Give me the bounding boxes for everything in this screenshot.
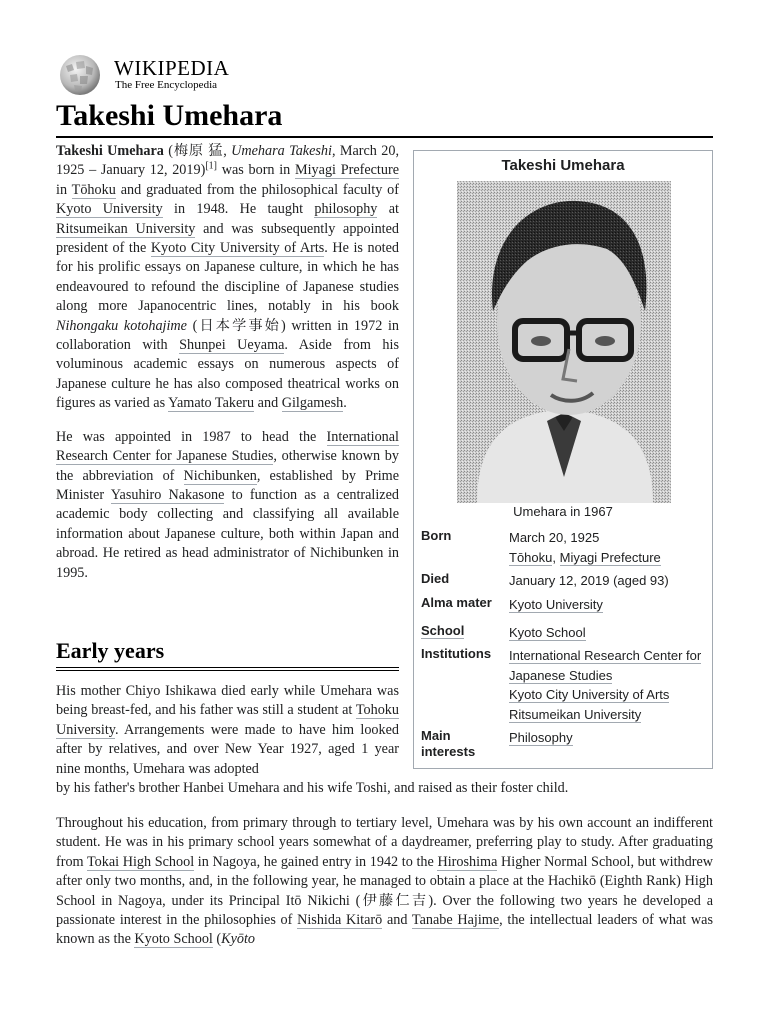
link-kyoto-school-infobox[interactable]: Kyoto School	[509, 625, 586, 640]
section-divider	[56, 667, 399, 671]
italic-term: Kyōto	[221, 931, 256, 948]
text-run: Throughout his education, from primary through to tertiary level, Umehara was by his own account an indifferent student. He was in his primary school years somewhat of a daydreamer, preferring play to study. After graduating from	[56, 815, 713, 870]
reference-link[interactable]: [1]	[205, 160, 217, 172]
intro-text	[56, 142, 399, 597]
text-run: at	[377, 201, 399, 218]
link-kyoto-university[interactable]: Kyoto University	[56, 201, 163, 218]
link-tohoku[interactable]: Tōhoku	[71, 181, 116, 198]
text-run: , established by Prime Minister	[56, 467, 399, 503]
institution-item	[509, 646, 705, 685]
text-run: ,	[552, 549, 560, 565]
text-run: , the intellectual leaders of what was known as the	[56, 912, 713, 948]
section-heading: Early years	[56, 638, 165, 663]
main-interests-label: Main interests	[421, 728, 476, 759]
link-kyoto-school[interactable]: Kyoto School	[134, 931, 213, 948]
text-run: , March 20, 1925 – January 12, 2019)	[56, 143, 399, 179]
link-institution-ritsumeikan[interactable]: Ritsumeikan University	[509, 706, 642, 722]
tagline: The Free Encyclopedia	[115, 79, 218, 91]
text-run: and	[382, 912, 412, 929]
text-run: (	[212, 931, 222, 948]
born-value	[509, 528, 705, 567]
link-ritsumeikan-university[interactable]: Ritsumeikan University	[56, 220, 196, 237]
link-nichibunken[interactable]: Nichibunken	[183, 467, 257, 484]
link-miyagi-prefecture[interactable]: Miyagi Prefecture	[295, 162, 399, 179]
alma-mater-value	[509, 595, 705, 615]
infobox-row-main-interests	[421, 728, 706, 764]
link-miyagi-prefecture-infobox[interactable]: Miyagi Prefecture	[559, 549, 661, 565]
early-years-paragraph-1-tail: by his father's brother Hanbei Umehara and his wife Toshi, and raised as their foster child.	[56, 780, 569, 796]
text-run: and was subsequently appointed president of the	[56, 220, 399, 257]
text-run: Higher Normal School, but withdrew after only two months, and, in the following year, he managed to obtain a place at the Hachikō (Eighth Rank) High School in Nagoya, under its Principal Itō Nikichi (伊藤仁吉). Over the following two years he developed a passionate interest in the philosophies of	[56, 853, 714, 929]
subject-name: Takeshi Umehara	[56, 143, 164, 159]
page-title: Takeshi Umehara	[56, 99, 283, 132]
text-run: His mother Chiyo Ishikawa died early while Umehara was being breast-fed, and his father was still a student at	[56, 683, 399, 719]
text-run: (梅原 猛,	[163, 143, 232, 159]
school-value	[509, 623, 705, 643]
text-run: . Arrangements were made to have him looked after by relatives, and over New Year 1927, aged 1 year nine months, Umehara was adopted	[56, 721, 399, 777]
died-label: Died	[421, 571, 450, 586]
wordmark: WIKIPEDIA	[114, 56, 230, 80]
text-run: . He is noted for his prolific essays on Japanese culture, in which he has endeavoured to refound the discipline of Japanese studies along more Japanocentric lines, notably in his book	[56, 240, 399, 315]
text-run: in 1948. He taught	[162, 201, 315, 218]
link-gilgamesh[interactable]: Gilgamesh	[281, 395, 344, 412]
born-label: Born	[421, 528, 452, 543]
died-value: January 12, 2019 (aged 93)	[509, 573, 669, 588]
main-interests-value	[509, 728, 705, 748]
text-run: (日本学事始) written in 1972 in collaboration with	[56, 317, 399, 354]
link-kyoto-university-infobox[interactable]: Kyoto University	[509, 597, 603, 612]
institution-item	[509, 685, 705, 705]
link-tanabe-hajime[interactable]: Tanabe Hajime	[411, 912, 500, 929]
link-tohoku-university[interactable]: Tohoku University	[56, 702, 399, 738]
text-run: was born in	[217, 162, 295, 179]
institutions-label: Institutions	[421, 646, 492, 661]
link-philosophy[interactable]: philosophy	[314, 201, 378, 218]
link-kyoto-city-university-of-arts[interactable]: Kyoto City University of Arts	[150, 240, 325, 257]
infobox-row-alma-mater	[421, 595, 706, 615]
link-yasuhiro-nakasone[interactable]: Yasuhiro Nakasone	[110, 486, 225, 503]
infobox-row-school	[421, 623, 706, 643]
early-years-paragraph-2	[56, 814, 713, 950]
link-yamato-takeru[interactable]: Yamato Takeru	[168, 395, 255, 412]
infobox-row-died	[421, 571, 706, 591]
infobox	[413, 150, 713, 769]
text-run: to function as a centralized academic body collecting and classifying all available information about Japanese culture, both within Japan and abroad. He retired as head administrator of Nichibunken in 1995.	[56, 486, 399, 581]
wikipedia-globe-logo[interactable]	[56, 54, 104, 96]
alma-mater-label: Alma mater	[421, 595, 492, 610]
text-run: and	[254, 395, 282, 412]
link-hiroshima[interactable]: Hiroshima	[437, 853, 498, 870]
text-run: in	[56, 181, 72, 198]
portrait-photo[interactable]	[457, 181, 671, 503]
text-run: in Nagoya, he gained entry in 1942 to the	[194, 853, 438, 870]
text-run: , otherwise known by the abbreviation of	[56, 448, 399, 484]
text-run: and graduated from the philosophical faculty of	[115, 181, 400, 198]
text-run: .	[343, 395, 347, 412]
link-institution-kcua[interactable]: Kyoto City University of Arts	[509, 687, 670, 702]
link-institution-irc[interactable]: International Research Center for Japanese Studies	[509, 648, 702, 683]
infobox-row-born	[421, 528, 706, 568]
school-label[interactable]	[421, 623, 503, 639]
institutions-value	[509, 646, 705, 724]
intro-paragraph-1	[56, 142, 399, 414]
born-place	[509, 548, 705, 568]
section-early-years	[56, 636, 399, 671]
link-tokai-high-school[interactable]: Tokai High School	[86, 853, 195, 870]
born-date: March 20, 1925	[509, 530, 600, 545]
link-shunpei-ueyama[interactable]: Shunpei Ueyama	[179, 337, 285, 354]
link-international-research-center[interactable]: International Research Center for Japanese Studies	[56, 428, 399, 465]
link-tohoku-infobox[interactable]: Tōhoku	[509, 549, 553, 565]
institution-item	[509, 705, 705, 725]
reference-1[interactable]	[205, 161, 217, 172]
romaji-name: Umehara Takeshi	[231, 143, 332, 159]
link-school-label[interactable]: School	[421, 623, 465, 638]
infobox-row-institutions	[421, 646, 706, 726]
intro-paragraph-2	[56, 428, 399, 583]
early-years-paragraph-1	[56, 682, 399, 779]
link-nishida-kitaro[interactable]: Nishida Kitarō	[297, 912, 383, 929]
infobox-title: Takeshi Umehara	[501, 157, 625, 174]
site-header[interactable]	[56, 54, 356, 98]
link-philosophy-infobox[interactable]: Philosophy	[509, 730, 573, 745]
text-run: He was appointed in 1987 to head the	[56, 428, 327, 445]
book-title: Nihongaku kotohajime	[56, 317, 187, 334]
photo-caption: Umehara in 1967	[513, 504, 613, 519]
title-divider	[56, 136, 713, 138]
text-run: . Aside from his voluminous academic essays on numerous aspects of Japanese culture he has also composed theatrical works on figures as varied as	[56, 337, 399, 412]
